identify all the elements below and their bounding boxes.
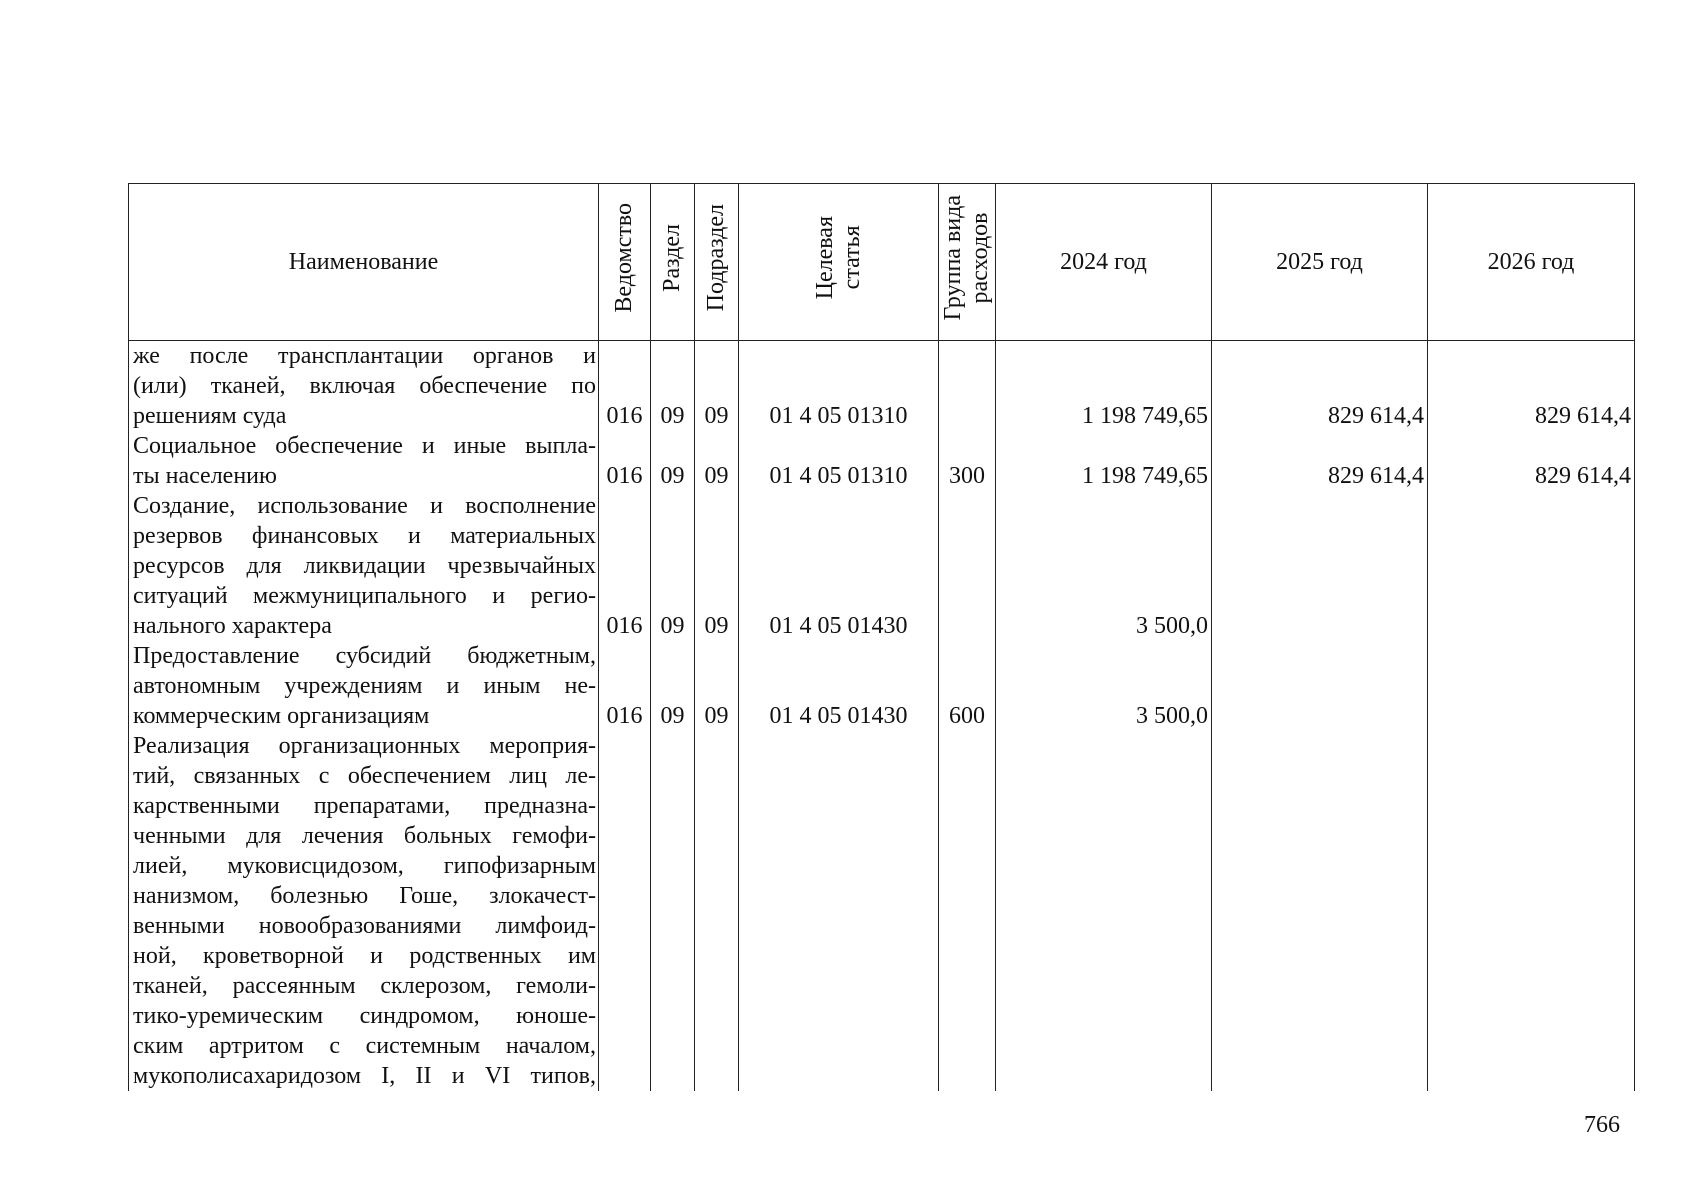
header-ved	[599, 184, 651, 341]
header-2026	[1428, 184, 1635, 341]
row-name-line: Создание, использование и восполнение	[133, 493, 596, 519]
row-name-line: резервов финансовых и материальных	[133, 523, 596, 549]
row-name-line: (или) тканей, включая обеспечение по	[133, 373, 596, 399]
row-2024: 3 500,0	[996, 491, 1212, 641]
header-celevaya	[739, 184, 939, 341]
row-name-line: ной, кроветворной и родственных им	[133, 943, 596, 969]
row-gruppa	[939, 731, 996, 1091]
row-razdel	[651, 731, 695, 1091]
row-2024	[996, 731, 1212, 1091]
header-gruppa-line1: Группа вида	[940, 195, 966, 321]
header-celevaya-text	[812, 216, 866, 299]
budget-table	[128, 183, 1635, 1091]
row-name	[129, 731, 599, 1091]
row-name-line: нанизмом, болезнью Гоше, злокачест-	[133, 883, 596, 909]
row-gruppa	[939, 491, 996, 641]
header-razdel	[651, 184, 695, 341]
header-razdel-text: Раздел	[659, 224, 685, 292]
row-name-line: нального характера	[133, 613, 332, 639]
row-2025: 829 614,4	[1212, 341, 1428, 432]
table-body	[129, 341, 1635, 1092]
row-gruppa: 300	[939, 431, 996, 491]
row-celevaya: 01 4 05 01310	[739, 341, 939, 432]
row-name-line: тий, связанных с обеспечением лиц ле-	[133, 763, 596, 789]
row-name-line: же после трансплантации органов и	[133, 343, 596, 369]
row-name-line: тико-уремическим синдромом, юноше-	[133, 1003, 596, 1029]
row-ved	[599, 731, 651, 1091]
row-2025	[1212, 491, 1428, 641]
row-2026	[1428, 491, 1635, 641]
row-name-line: коммерческим организациям	[133, 703, 430, 729]
row-name-line: венными новообразованиями лимфоид-	[133, 913, 596, 939]
row-razdel: 09	[651, 431, 695, 491]
row-2025	[1212, 731, 1428, 1091]
row-name-line: Предоставление субсидий бюджетным,	[133, 643, 596, 669]
row-celevaya	[739, 731, 939, 1091]
header-ved-text: Ведомство	[611, 203, 637, 313]
row-podrazdel: 09	[695, 641, 739, 731]
row-2026: 829 614,4	[1428, 431, 1635, 491]
row-2025	[1212, 641, 1428, 731]
table-row	[129, 641, 1635, 731]
row-gruppa	[939, 341, 996, 432]
row-ved: 016	[599, 431, 651, 491]
header-gruppa-text	[940, 195, 994, 320]
header-2025-text: 2025 год	[1276, 249, 1363, 275]
row-podrazdel: 09	[695, 341, 739, 432]
row-name-line: мукополисахаридозом I, II и VI типов,	[133, 1063, 596, 1089]
row-podrazdel: 09	[695, 431, 739, 491]
row-name	[129, 491, 599, 641]
row-name-line: ченными для лечения больных гемофи-	[133, 823, 596, 849]
row-name-line: ситуаций межмуниципального и регио-	[133, 583, 596, 609]
row-name-line: тканей, рассеянным склерозом, гемоли-	[133, 973, 596, 999]
header-celevaya-line2: статья	[838, 226, 865, 290]
row-podrazdel: 09	[695, 491, 739, 641]
row-razdel: 09	[651, 641, 695, 731]
row-name	[129, 641, 599, 731]
table-row	[129, 341, 1635, 432]
row-2025: 829 614,4	[1212, 431, 1428, 491]
row-name	[129, 431, 599, 491]
header-name-text: Наименование	[288, 249, 439, 275]
row-name-line: ты населению	[133, 463, 277, 489]
row-celevaya: 01 4 05 01430	[739, 641, 939, 731]
row-name	[129, 341, 599, 432]
budget-table-container	[128, 183, 1634, 1091]
row-name-line: ресурсов для ликвидации чрезвычайных	[133, 553, 596, 579]
row-razdel: 09	[651, 341, 695, 432]
row-name-line: автономным учреждениям и иным не-	[133, 673, 596, 699]
row-2026	[1428, 731, 1635, 1091]
row-razdel: 09	[651, 491, 695, 641]
header-podrazdel-text: Подраздел	[703, 204, 729, 312]
header-podrazdel	[695, 184, 739, 341]
header-name	[129, 184, 599, 341]
header-2025	[1212, 184, 1428, 341]
table-row	[129, 491, 1635, 641]
header-2024	[996, 184, 1212, 341]
header-2024-text: 2024 год	[1060, 249, 1147, 275]
table-row	[129, 431, 1635, 491]
row-celevaya: 01 4 05 01310	[739, 431, 939, 491]
row-ved: 016	[599, 491, 651, 641]
row-gruppa: 600	[939, 641, 996, 731]
row-2024: 1 198 749,65	[996, 341, 1212, 432]
row-name-line: лией, муковисцидозом, гипофизарным	[133, 853, 596, 879]
header-celevaya-line1: Целевая	[811, 216, 838, 300]
header-gruppa	[939, 184, 996, 341]
row-name-line: Реализация организационных мероприя-	[133, 733, 596, 759]
header-2026-text: 2026 год	[1487, 249, 1575, 275]
row-2024: 3 500,0	[996, 641, 1212, 731]
header-gruppa-line2: расходов	[967, 212, 993, 304]
row-name-line: Социальное обеспечение и иные выпла-	[133, 433, 596, 459]
row-name-line: карственными препаратами, предназна-	[133, 793, 596, 819]
row-podrazdel	[695, 731, 739, 1091]
row-ved: 016	[599, 641, 651, 731]
row-ved: 016	[599, 341, 651, 432]
row-2026: 829 614,4	[1428, 341, 1635, 432]
row-2024: 1 198 749,65	[996, 431, 1212, 491]
table-header	[129, 184, 1635, 341]
header-row	[129, 184, 1635, 341]
row-celevaya: 01 4 05 01430	[739, 491, 939, 641]
page-number: 766	[1584, 1112, 1620, 1138]
row-2026	[1428, 641, 1635, 731]
row-name-line: решениям суда	[133, 403, 287, 429]
row-name-line: ским артритом с системным началом,	[133, 1033, 596, 1059]
table-row	[129, 731, 1635, 1091]
